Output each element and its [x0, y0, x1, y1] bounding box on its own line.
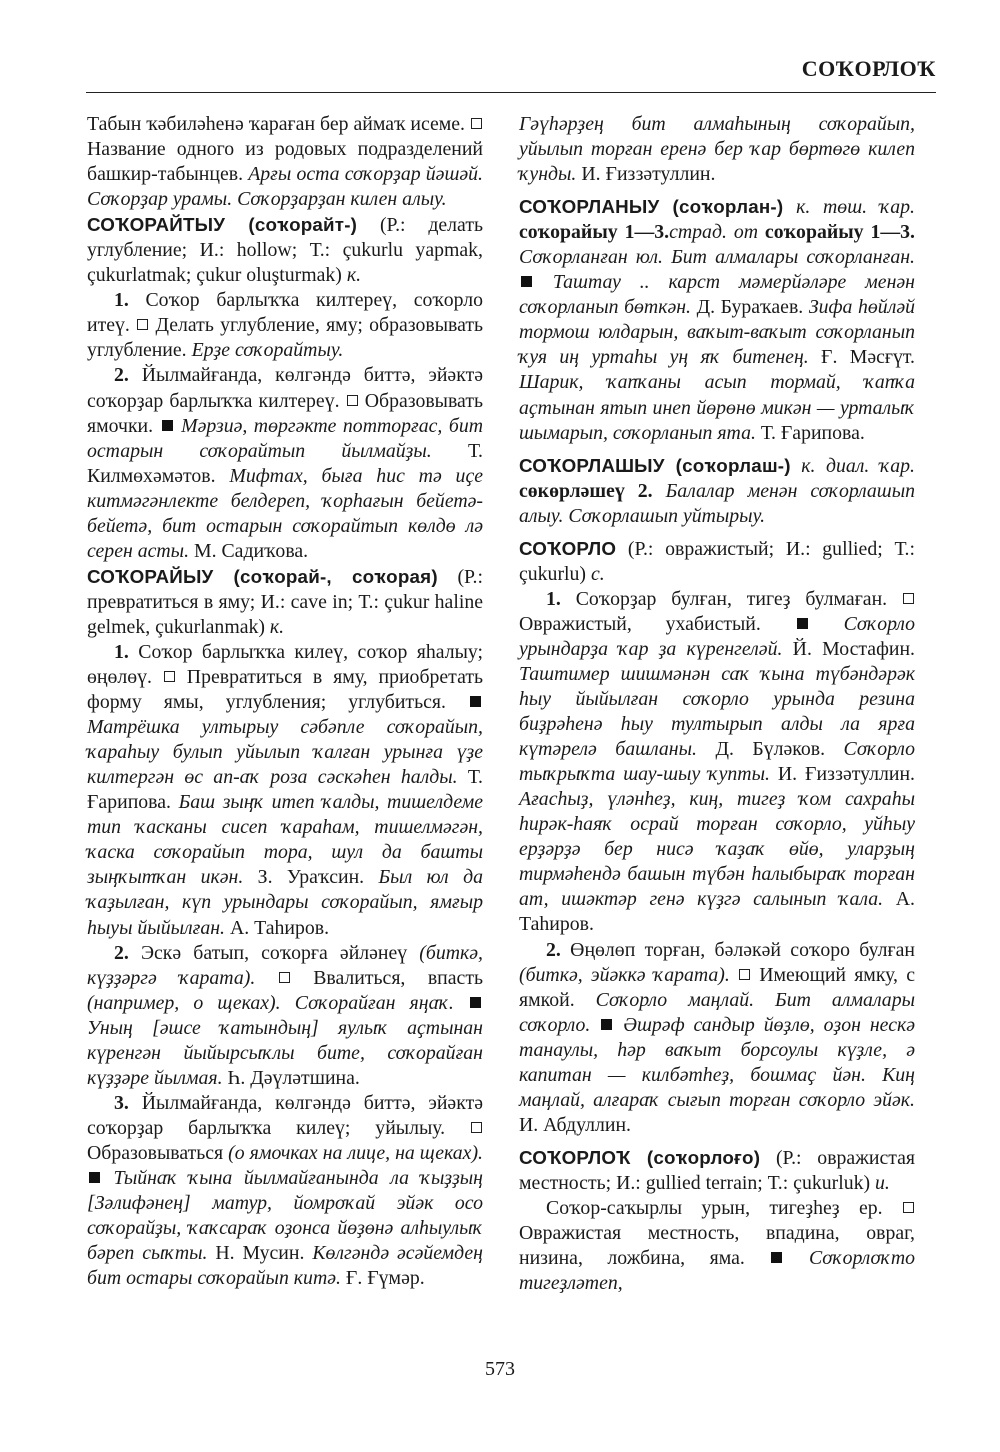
- cross-reference-label: к. диал. ҡар.: [801, 454, 915, 477]
- usage-note: (биткә, эйәккә ҡарата).: [519, 963, 730, 986]
- example-text: Соҡорайған яңаҡ.: [294, 991, 454, 1014]
- definition-bashkir: Йылмайғанда, көлгәндә биттә, эйәктә соҡорҙар барлыҡҡа килеү; уйылыу.: [87, 1091, 483, 1139]
- citation-author: А. Таһиров.: [519, 888, 915, 936]
- example-text: Әшрәф сандыр йөҙлө, оҙон нескә танаулы, һәр ваҡыт борсоулы күҙле, ә капитан — килбәтһеҙ, бошмаҫ йән. Киң маңлай, алғараҡ сығып торған соҡорло эйәк.: [519, 1013, 916, 1111]
- sense-number: 2.: [546, 938, 561, 961]
- translations: (Р.: превратиться в яму; И.: cave in; Т.: çukur haline gelmek, çukurlanmak): [87, 565, 483, 638]
- example-text: Уның [әшсе ҡатындың] яулыҡ аҫтынан күренгән йыйырсыҡлы бите, соҡорайған күҙҙәре йылмая.: [87, 1016, 483, 1089]
- definition-russian: Овражистый, ухабистый.: [519, 612, 761, 635]
- sense-paragraph: [87, 640, 483, 941]
- right-column: [519, 112, 915, 1296]
- russian-translation-marker-icon: [739, 969, 750, 980]
- russian-translation-marker-icon: [903, 1202, 914, 1213]
- citation-author: Д. Бүләков.: [715, 738, 826, 761]
- part-of-speech: к.: [346, 264, 362, 287]
- example-text: Зифа һөйләй тормош юлдарын, ваҡыт-ваҡыт соҡорланып ҡуя иң уртаһы уң яҡ битенең.: [519, 296, 915, 369]
- definition-russian: Овражистая местность, впадина, овраг, низина, ложбина, яма.: [519, 1222, 915, 1270]
- example-text: Соҡорлоҡто тигеҙләтеп,: [519, 1247, 916, 1295]
- cross-reference-label: к. төш. ҡар.: [796, 196, 915, 219]
- citation-author: И. Абдуллин.: [519, 1113, 631, 1136]
- example-text: Таштимер шишмәнән саҡ ҡына түбәндәрәк һыу йыйылған соҡорло урында резина биҙрәһенә һыу тултырып алды ла ярға күтәрелә башланы.: [519, 662, 915, 761]
- example-text: Арғы оста соҡорҙар йәшәй. Соҡорҙар урамы. Соҡорҙарҙан килен алыу.: [87, 163, 483, 211]
- definition-russian: Ввалиться, впасть: [313, 966, 483, 989]
- citation-marker-icon: [89, 1172, 100, 1183]
- cross-reference: соҡорайыу 1—3.: [764, 221, 916, 244]
- cross-reference: соҡорайыу 1—3.: [519, 221, 670, 244]
- citation-author: Й. Мостафин.: [792, 637, 915, 660]
- russian-translation-marker-icon: [137, 319, 148, 330]
- left-column: [87, 112, 483, 1291]
- citation-marker-icon: [470, 696, 481, 707]
- sense-number: 2.: [114, 364, 129, 387]
- citation-author: Н. Мусин.: [215, 1242, 305, 1265]
- example-text: Шарик, ҡапҡаны асып тормай, ҡапҡа аҫтынан ятып инеп йөрөнө микән — урталыҡ шымарып, соҡорланып ята.: [519, 371, 915, 444]
- part-of-speech: с.: [590, 562, 605, 585]
- russian-translation-marker-icon: [279, 972, 290, 983]
- definition-bashkir: Соҡор барлыҡҡа килеү, соҡор яһалыу; өңөлөү.: [87, 640, 483, 689]
- russian-translation-marker-icon: [471, 118, 482, 129]
- definition-bashkir: Соҡорҙар булған, тигеҙ булмаған.: [575, 587, 888, 610]
- page-number: 573: [485, 1358, 515, 1380]
- lemma-headword: СОҠОРЛАНЫУ (соҡорлан-): [519, 196, 784, 218]
- citation-author: М. Садиҡова.: [193, 539, 309, 562]
- example-text: Гәүһәрҙең бит алмаһының соҡорайып, уйылып торған еренә бер ҡар бөртөгө килеп ҡунды.: [519, 113, 915, 186]
- definition-russian: Имеющий ямку, с ямкой.: [519, 963, 915, 1011]
- sense-number: 3.: [114, 1091, 129, 1114]
- sense-paragraph: [87, 363, 483, 563]
- translations: (Р.: делать углубление; И.: hollow; Т.: çukurlu yapmak, çukurlatmak; çukur oluşturmak): [87, 214, 483, 287]
- example-text: Тыйнаҡ ҡына йылмайғанында ла ҡыҙҙың [Зәлифәнең] матур, йомроҡай эйәк осо соҡорайҙы, ҡаҡсараҡ оҙонса йөҙөнә алһыулыҡ бәреп сыҡты.: [87, 1166, 483, 1265]
- part-of-speech: к.: [269, 615, 285, 638]
- definition-russian: Превратиться в яму, приобретать форму ямы, углубления; углубиться.: [87, 666, 484, 714]
- sense-number: 2.: [114, 941, 129, 964]
- definition-bashkir: Эскә батып, соҡорға әйләнеү: [140, 941, 408, 964]
- example-text: Таштау .. карст мәмерйәләре менән соҡорланып бөткән.: [519, 271, 915, 319]
- cross-reference: сөкөрләшеү 2.: [519, 479, 653, 502]
- example-text: Соҡорло урындарҙа ҡар ҙа күренгеләй.: [519, 612, 915, 660]
- citation-author: Һ. Дәүләтшина.: [227, 1066, 360, 1089]
- sense-paragraph: [87, 1091, 483, 1291]
- usage-note: (биткә, күҙҙәргә ҡарата).: [87, 941, 483, 989]
- sense-number: 1.: [546, 587, 561, 610]
- citation-author: Д. Бураҡаев.: [696, 296, 804, 319]
- definition-bashkir: Йылмайғанда, көлгәндә биттә, эйәктә соҡорҙар барлыҡҡа килтереү.: [87, 364, 483, 412]
- sense-paragraph: [87, 941, 483, 1091]
- translations: (Р.: овражистый; И.: gullied; Т.: çukurlu): [519, 537, 915, 585]
- entry-header: [519, 453, 915, 529]
- definition-russian: Образовываться: [87, 1141, 224, 1164]
- citation-marker-icon: [162, 420, 173, 431]
- example-text: Матрёшка ултырыу сәбәпле соҡорайып, ҡараһыу булып уйылып ҡалған урынға үҙе килтергән өс ап-аҡ роза сәскәһен һалды.: [87, 716, 483, 789]
- citation-marker-icon: [771, 1252, 782, 1263]
- example-text: Мәрзиә, төргәкте потторғас, бит остарын соҡорайтып йылмайҙы.: [87, 414, 483, 462]
- lemma-headword: СОҠОРАЙТЫУ (соҡорайт-): [87, 214, 358, 236]
- lemma-headword: СОҠОРЛАШЫУ (соҡорлаш-): [519, 454, 791, 476]
- citation-author: Т. Килмөхәмәтов.: [87, 439, 484, 487]
- example-text: Соҡорло тыҡрыҡта шау-шыу ҡупты.: [519, 738, 915, 786]
- example-text: Соҡорланған юл. Бит алмалары соҡорланған.: [519, 246, 915, 269]
- definition-russian: Образовывать ямочки.: [87, 389, 483, 437]
- sense-paragraph: [519, 587, 915, 938]
- sense-paragraph: [519, 938, 915, 1138]
- part-of-speech: и.: [875, 1171, 890, 1194]
- example-text: Ағасһыҙ, үләнһеҙ, киң, тигеҙ ҡом сахраһы һирәк-һаяҡ осрай торған соҡорло, уйһыу ерҙәрҙә бер нисә ҡаҙаҡ өйө, уларҙың тирмәһендә башын түбән һалыбыраҡ торған ат, ишәктәр генә күҙгә салынып ҡала.: [519, 788, 915, 911]
- russian-translation-marker-icon: [164, 671, 175, 682]
- example-text: Баш зыңҡ итеп ҡалды, тишелдеме тип ҡасканы сисеп ҡараһам, тишелмәгән, ҡаска соҡорайып тора, шул да башты зыңҡытҡан икән.: [87, 791, 484, 889]
- definition-bashkir: Соҡор барлыҡҡа килтереү, соҡорло итеү.: [87, 289, 483, 337]
- definition-bashkir: Соҡор-саҡырлы урын, тигеҙһеҙ ер.: [546, 1196, 883, 1219]
- translations: (Р.: овражистая местность; И.: gullied terrain; Т.: çukurluk): [519, 1146, 915, 1194]
- running-headword: СОҠОРЛОҠ: [801, 56, 936, 81]
- sense-paragraph: [87, 288, 483, 363]
- example-text: Көлгәндә әсәйемдең бит остары соҡорайып китә.: [87, 1242, 483, 1290]
- lemma-headword: СОҠОРАЙЫУ (соҡорай-, соҡорая): [87, 565, 438, 587]
- entry-continuation: [87, 112, 483, 212]
- lemma-headword: СОҠОРЛОҠ (соҡорлоғо): [519, 1146, 761, 1168]
- usage-note: (например, о щеках).: [87, 991, 281, 1014]
- sense-paragraph: [519, 1196, 915, 1296]
- example-text: Мифтах, быға һис тә иҫе китмәгәнлекте белдереп, ҡорһағын бейетә-бейетә, бит остарын соҡорайтып көлдө лә серен асты.: [87, 464, 484, 562]
- entry-continuation: [519, 112, 915, 187]
- citation-author: Т. Ғарипова.: [760, 421, 865, 444]
- example-text: Был юл да ҡаҙылған, күп урындары соҡорайып, ямғыр һыуы йыйылған.: [87, 866, 483, 939]
- definition-russian: Делать углубление, яму; образовывать углубление.: [87, 314, 483, 362]
- citation-author: З. Ураҡсин.: [257, 866, 365, 889]
- definition-bashkir: Табын ҡәбиләһенә ҡараған бер аймаҡ исеме.: [87, 113, 465, 135]
- citation-author: Ғ. Мәсғүт.: [821, 346, 915, 369]
- running-header: [86, 56, 936, 93]
- entry-header: [519, 194, 915, 445]
- russian-translation-marker-icon: [903, 593, 914, 604]
- entry-header: [87, 564, 483, 640]
- citation-author: И. Ғиззәтуллин.: [777, 763, 915, 786]
- sense-number: 1.: [114, 640, 129, 663]
- citation-author: И. Ғиззәтуллин.: [581, 163, 716, 186]
- lemma-headword: СОҠОРЛО: [519, 537, 617, 559]
- citation-author: Ғ. Ғүмәр.: [345, 1267, 425, 1290]
- grammar-note: страд. от: [669, 221, 758, 244]
- citation-marker-icon: [797, 618, 808, 629]
- example-text: Соҡорло маңлай. Бит алмалары соҡорло.: [519, 988, 915, 1036]
- usage-note: (о ямочках на лице, на щеках).: [228, 1141, 483, 1164]
- definition-bashkir: Өңөлөп торған, бәләкәй соҡоро булған: [570, 938, 915, 961]
- example-text: Ерҙе соҡорайтыу.: [191, 339, 344, 362]
- citation-marker-icon: [601, 1019, 612, 1030]
- definition-russian: Название одного из родовых подразделений башкир-табынцев.: [87, 138, 483, 186]
- citation-marker-icon: [521, 276, 532, 287]
- citation-author: Т. Ғарипова.: [87, 766, 483, 814]
- example-text: Балалар менән соҡорлашып алыу. Соҡорлашып уйтырыу.: [519, 479, 916, 527]
- entry-header: [519, 1145, 915, 1196]
- citation-marker-icon: [470, 997, 481, 1008]
- entry-header: [519, 536, 915, 587]
- russian-translation-marker-icon: [471, 1122, 482, 1133]
- citation-author: А. Таһиров.: [229, 916, 330, 939]
- russian-translation-marker-icon: [347, 395, 358, 406]
- sense-number: 1.: [114, 289, 129, 312]
- entry-header: [87, 212, 483, 288]
